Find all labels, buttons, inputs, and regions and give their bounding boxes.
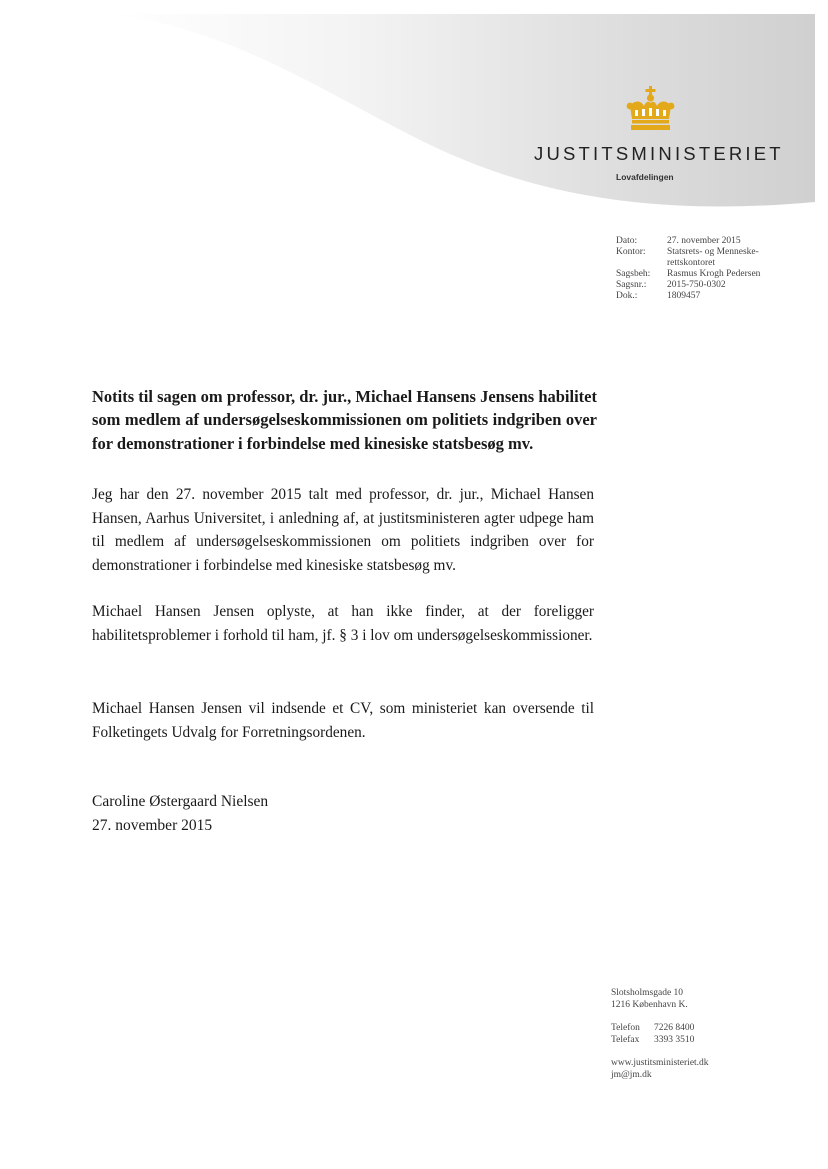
meta-value: 1809457 (667, 291, 701, 301)
signature-date: 27. november 2015 (92, 816, 213, 834)
meta-row-date (616, 236, 787, 247)
phone-line (611, 1023, 709, 1035)
meta-value: Statsrets- og Menneske-rettskontoret (667, 247, 759, 268)
body-paragraph: Jeg har den 27. november 2015 talt med professor, dr. jur., Michael Hansen Hansen, Aarhus Universitet, i anledning af, at justitsministeren agter udpege ham til medlem af undersøgelseskommissionen om politiets indgriben over for demonstrationer i forbindelse med kinesiske statsbesøg mv. (92, 486, 594, 574)
body-paragraph: Michael Hansen Jensen oplyste, at han ikke finder, at der foreligger habilitetsproblemer i forhold til ham, jf. § 3 i lov om undersøgelseskommissioner. (92, 603, 594, 644)
meta-label: Sagsnr.: (616, 280, 647, 290)
meta-value: 2015-750-0302 (667, 280, 726, 290)
signature-block (92, 790, 268, 837)
website-link[interactable]: www.justitsministeriet.dk (611, 1058, 709, 1068)
phone-label: Telefon (611, 1023, 640, 1033)
meta-label: Kontor: (616, 247, 646, 257)
document-metadata (616, 236, 787, 302)
address-line: 1216 København K. (611, 999, 688, 1010)
document-title: Notits til sagen om professor, dr. jur., Michael Hansens Jensens habilitet som medlem af undersøgelseskommissionen om politiets indgriben over for demonstrationer i forbindelse med kinesiske statsbesøg mv. (92, 387, 597, 453)
crown-icon (624, 86, 678, 134)
meta-label: Dok.: (616, 291, 638, 301)
fax-number: 3393 3510 (654, 1034, 695, 1045)
signature-name: Caroline Østergaard Nielsen (92, 793, 269, 810)
contact-footer (611, 988, 709, 1081)
header-swoosh (0, 0, 828, 230)
meta-label: Dato: (616, 236, 638, 246)
meta-row-office (616, 247, 787, 269)
email-link[interactable]: jm@jm.dk (611, 1069, 652, 1080)
address-line: Slotsholmsgade 10 (611, 988, 684, 998)
meta-row-document-number (616, 291, 787, 302)
meta-label: Sagsbeh: (616, 269, 651, 279)
meta-value: 27. november 2015 (667, 236, 741, 246)
body-paragraph: Michael Hansen Jensen vil indsende et CV, som ministeriet kan oversende til Folketingets Udvalg for Forretningsordenen. (92, 700, 594, 741)
fax-label: Telefax (611, 1034, 640, 1045)
department-name: Lovafdelingen (616, 172, 674, 182)
org-name: JUSTITSMINISTERIET (534, 143, 784, 164)
fax-line (611, 1035, 709, 1047)
phone-number: 7226 8400 (654, 1023, 695, 1033)
meta-value: Rasmus Krogh Pedersen (667, 269, 761, 279)
meta-row-case-officer (616, 269, 787, 280)
meta-row-case-number (616, 280, 787, 291)
